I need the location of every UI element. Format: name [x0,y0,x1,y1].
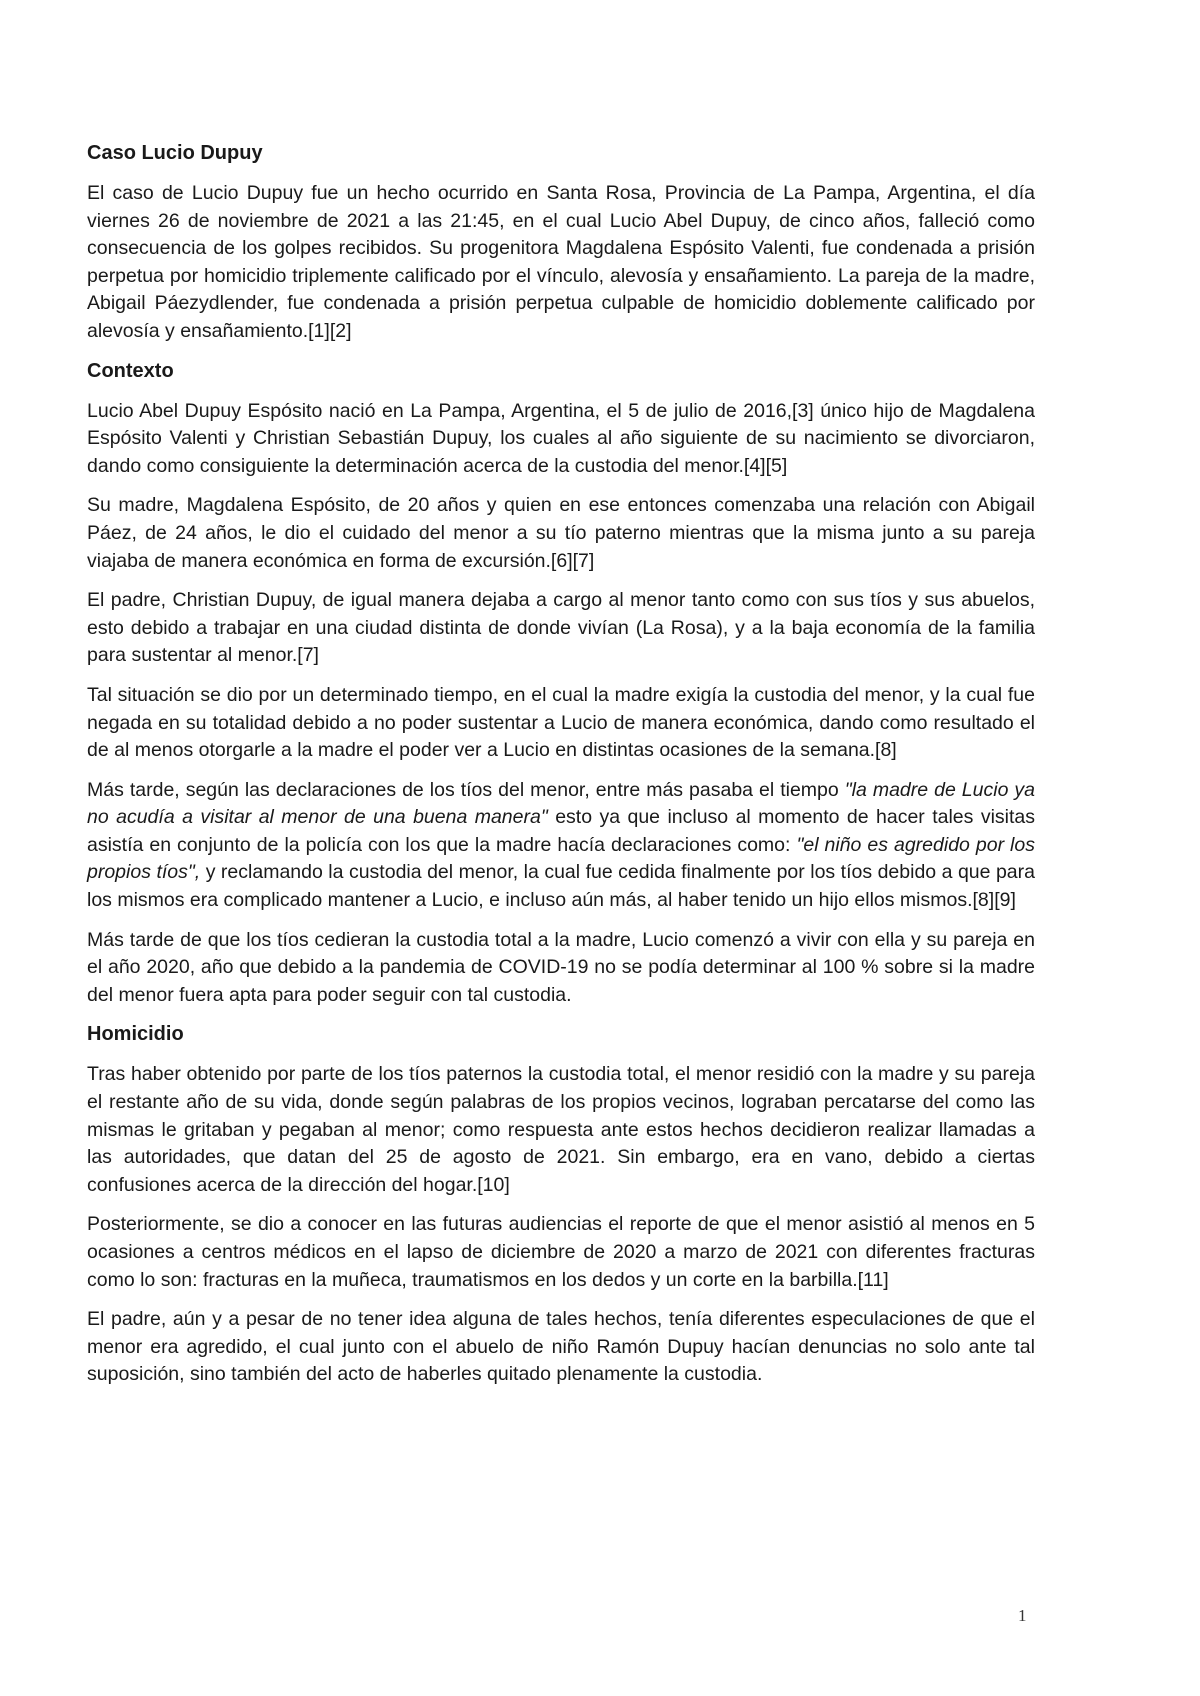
section-heading-contexto: Contexto [87,359,174,382]
contexto-paragraph-5-text-b: esto ya que incluso al momento de hacer tales visitas asistía en conjunto de la policía con los que la madre hacía declaraciones como: [87,806,1035,856]
contexto-paragraph-6: Más tarde de que los tíos cedieran la custodia total a la madre, Lucio comenzó a vivir con ella y su pareja en el año 2020, año que debido a la pandemia de COVID-19 no se podía determinar al 100 % sobre si la madre del menor fuera apta para poder seguir con tal custodia. [87,928,1035,1006]
document-title: Caso Lucio Dupuy [87,142,263,164]
contexto-paragraph-5 [87,777,1035,915]
contexto-paragraph-5-text-a: Más tarde, según las declaraciones de los tíos del menor, entre más pasaba el tiempo [87,778,845,801]
quote-tios: "la madre de Lucio ya no acudía a visitar al menor de una buena manera" [87,778,1036,829]
contexto-paragraph-2: Su madre, Magdalena Espósito, de 20 años y quien en ese entonces comenzaba una relación con Abigail Páez, de 24 años, le dio el cuidado del menor a su tío paterno mientras que la misma junto a su pareja viajaba de manera económica en forma de excursión.[6][7] [87,494,1035,572]
contexto-paragraph-3: El padre, Christian Dupuy, de igual manera dejaba a cargo al menor tanto como con sus tíos y sus abuelos, esto debido a trabajar en una ciudad distinta de donde vivían (La Rosa), y a la baja economía de la familia para sustentar al menor.[7] [87,589,1035,667]
document-page [87,140,1035,1401]
homicidio-paragraph-2: Posteriormente, se dio a conocer en las futuras audiencias el reporte de que el menor asistió al menos en 5 ocasiones a centros médicos en el lapso de diciembre de 2020 a marzo de 2021 con diferentes fracturas como lo son: fracturas en la muñeca, traumatismos en los dedos y un corte en la barbilla.[11] [87,1213,1035,1291]
homicidio-paragraph-3: El padre, aún y a pesar de no tener idea alguna de tales hechos, tenía diferentes especulaciones de que el menor era agredido, el cual junto con el abuelo de niño Ramón Dupuy hacían denuncias no solo ante tal suposición, sino también del acto de haberles quitado plenamente la custodia. [87,1308,1035,1386]
page-number: 1 [1018,1606,1027,1625]
contexto-paragraph-5-text-c: y reclamando la custodia del menor, la cual fue cedida finalmente por los tíos debido a que para los mismos era complicado mantener a Lucio, e incluso aún más, al haber tenido un hijo ellos mismos.[8][9] [87,861,1035,912]
intro-paragraph: El caso de Lucio Dupuy fue un hecho ocurrido en Santa Rosa, Provincia de La Pampa, Argentina, el día viernes 26 de noviembre de 2021 a las 21:45, en el cual Lucio Abel Dupuy, de cinco años, falleció como consecuencia de los golpes recibidos. Su progenitora Magdalena Espósito Valenti, fue condenada a prisión perpetua por homicidio triplemente calificado por el vínculo, alevosía y ensañamiento. La pareja de la madre, Abigail Páezydlender, fue condenada a prisión perpetua culpable de homicidio doblemente calificado por alevosía y ensañamiento.[1][2] [87,182,1035,342]
contexto-paragraph-4: Tal situación se dio por un determinado tiempo, en el cual la madre exigía la custodia del menor, y la cual fue negada en su totalidad debido a no poder sustentar a Lucio de manera económica, dando como resultado el de al menos otorgarle a la madre el poder ver a Lucio en distintas ocasiones de la semana.[8] [87,683,1035,762]
quote-madre: "el niño es agredido por los propios tíos", [87,833,1035,884]
homicidio-paragraph-1: Tras haber obtenido por parte de los tíos paternos la custodia total, el menor residió con la madre y su pareja el restante año de su vida, donde según palabras de los propios vecinos, lograban percatarse del como las mismas le gritaban y pegaban al menor; como respuesta ante estos hechos decidieron realizar llamadas a las autoridades, que datan del 25 de agosto de 2021. Sin embargo, era en vano, debido a ciertas confusiones acerca de la dirección del hogar.[10] [87,1063,1035,1196]
contexto-paragraph-1: Lucio Abel Dupuy Espósito nació en La Pampa, Argentina, el 5 de julio de 2016,[3] único hijo de Magdalena Espósito Valenti y Christian Sebastián Dupuy, los cuales al año siguiente de su nacimiento se divorciaron, dando como consiguiente la determinación acerca de la custodia del menor.[4][5] [87,399,1035,477]
section-heading-homicidio: Homicidio [87,1023,184,1046]
